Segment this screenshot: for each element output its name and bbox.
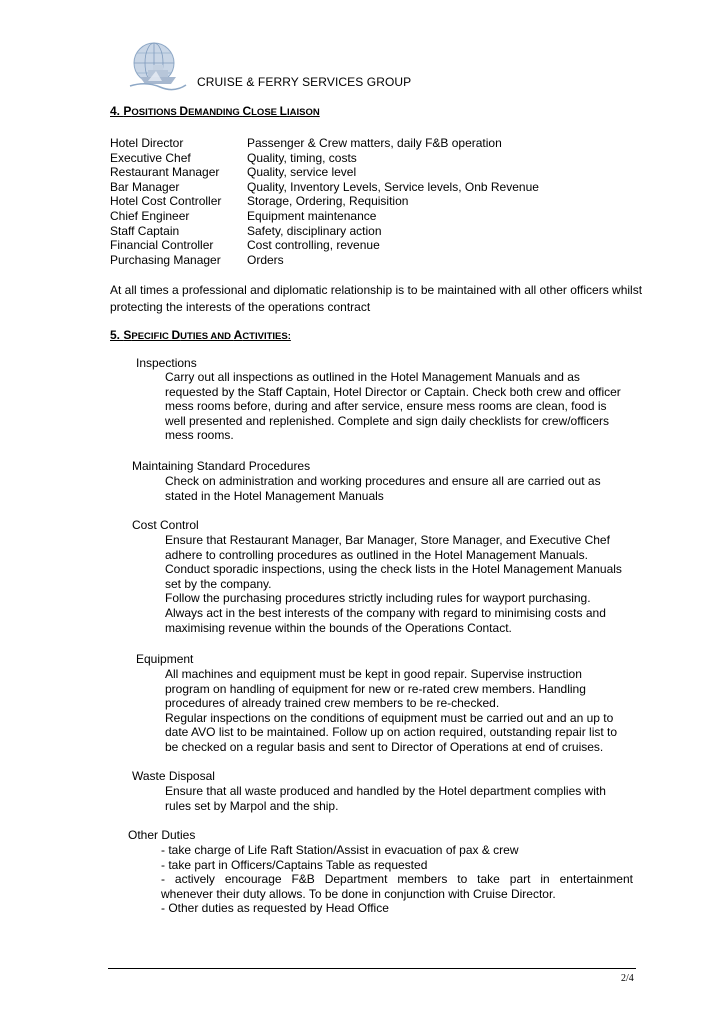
liaison-role: Hotel Cost Controller: [110, 194, 222, 209]
duty-body: [161, 843, 633, 916]
duty-line: - take part in Officers/Captains Table as requested: [161, 857, 428, 872]
duty-line: mess rooms.: [165, 428, 234, 443]
footer-divider: [108, 968, 636, 969]
duty-body: [165, 784, 637, 813]
liaison-row: [110, 180, 670, 195]
duty-line: Check on administration and working procedures and ensure all are carried out as: [165, 474, 601, 488]
section-number: 4.: [110, 104, 124, 118]
duty-line: mess rooms before, during and after service, ensure mess rooms are clean, food is: [165, 399, 607, 414]
duty-line: - take charge of Life Raft Station/Assist in evacuation of pax & crew: [161, 843, 519, 857]
duty-line: procedures of already trained crew members to be re-checked.: [165, 696, 500, 711]
heading-text-part: D: [179, 104, 189, 118]
duty-line: program on handling of equipment for new or re-rated crew members. Handling: [165, 681, 586, 696]
duty-title: Cost Control: [132, 518, 199, 532]
duty-line: maximising revenue within the bounds of the Operations Contact.: [165, 620, 512, 635]
liaison-row: [110, 136, 670, 151]
duty-line: Follow the purchasing procedures strictly including rules for wayport purchasing.: [165, 591, 591, 606]
liaison-description: Equipment maintenance: [247, 208, 377, 223]
liaison-row: [110, 194, 670, 209]
heading-text-part: P: [123, 104, 132, 118]
duty-line: adhere to controlling procedures as outlined in the Hotel Management Manuals.: [165, 547, 588, 562]
duty-title: Maintaining Standard Procedures: [132, 459, 311, 473]
duty-line: rules set by Marpol and the ship.: [165, 798, 339, 813]
globe-ship-logo: [126, 41, 188, 91]
duty-line: requested by the Staff Captain, Hotel Director or Captain. Check both crew and officer: [165, 384, 621, 399]
duty-line: Regular inspections on the conditions of equipment must be carried out and an up to: [165, 710, 614, 725]
liaison-description: Orders: [247, 252, 284, 267]
heading-text-part: A: [233, 328, 243, 342]
duty-line: well presented and replenished. Complete and sign daily checklists for crew/officers: [165, 413, 610, 428]
liaison-role: Purchasing Manager: [110, 252, 221, 267]
duty-line: set by the company.: [165, 576, 272, 591]
liaison-role: Hotel Director: [110, 136, 184, 150]
liaison-row: [110, 151, 670, 166]
company-name: CRUISE & FERRY SERVICES GROUP: [197, 75, 412, 89]
section-4-heading: [110, 104, 320, 118]
duty-body: [165, 533, 637, 635]
liaison-role: Staff Captain: [110, 223, 180, 238]
liaison-row: [110, 209, 670, 224]
heading-text-part: S: [123, 328, 132, 342]
duty-line: Ensure that Restaurant Manager, Bar Manager, Store Manager, and Executive Chef: [165, 533, 610, 547]
page-number: 2/4: [621, 973, 634, 984]
liaison-description: Quality, service level: [247, 165, 357, 180]
duty-line: Ensure that all waste produced and handled by the Hotel department complies with: [165, 784, 606, 798]
duty-title: Waste Disposal: [132, 769, 215, 783]
section-number: 5.: [110, 328, 124, 342]
liaison-description: Quality, Inventory Levels, Service levels, Onb Revenue: [247, 179, 539, 194]
liaison-row: [110, 238, 670, 253]
liaison-description: Quality, timing, costs: [247, 150, 357, 165]
liaison-role: Bar Manager: [110, 179, 180, 194]
liaison-role: Restaurant Manager: [110, 165, 220, 180]
liaison-paragraph: At all times a professional and diplomatic relationship is to be maintained with all other officers whilst protecting the interests of the operations contract: [110, 283, 643, 314]
duty-body: [165, 667, 637, 755]
duty-line: Conduct sporadic inspections, using the check lists in the Hotel Management Manuals: [165, 562, 622, 577]
duty-line: Always act in the best interests of the company with regard to minimising costs and: [165, 605, 606, 620]
duty-body: [165, 474, 637, 503]
liaison-description: Cost controlling, revenue: [247, 238, 380, 253]
duty-line: - actively encourage F&B Department members to take part in entertainment: [161, 872, 633, 887]
duty-title: Other Duties: [128, 828, 196, 842]
liaison-role: Chief Engineer: [110, 208, 190, 223]
heading-text-part: L: [279, 104, 287, 118]
heading-text-part: EMANDING: [188, 107, 243, 118]
heading-text-part: IAISON: [286, 107, 320, 118]
duty-line: - Other duties as requested by Head Office: [161, 901, 389, 916]
liaison-description: Storage, Ordering, Requisition: [247, 194, 409, 209]
heading-text-part: LOSE: [251, 107, 280, 118]
heading-text-part: PECIFIC: [131, 331, 172, 342]
duty-title: Inspections: [136, 356, 197, 370]
duty-line: Carry out all inspections as outlined in the Hotel Management Manuals and as: [165, 370, 580, 384]
duty-title: Equipment: [136, 652, 194, 666]
liaison-row: [110, 253, 670, 268]
liaison-table: [110, 136, 670, 267]
duty-line: stated in the Hotel Management Manuals: [165, 488, 384, 503]
liaison-row: [110, 224, 670, 239]
heading-text-part: OSITIONS: [131, 107, 180, 118]
heading-text-part: UTIES AND: [180, 331, 234, 342]
liaison-role: Financial Controller: [110, 238, 214, 253]
liaison-role: Executive Chef: [110, 150, 191, 165]
duty-line: be checked on a regular basis and sent to Director of Operations at end of cruises.: [165, 739, 604, 754]
heading-text-part: D: [171, 328, 181, 342]
duty-body: [165, 370, 637, 443]
duty-line: date AVO list to be maintained. Follow up on action required, outstanding repair list to: [165, 725, 618, 740]
duty-line: All machines and equipment must be kept in good repair. Supervise instruction: [165, 667, 582, 681]
liaison-row: [110, 165, 670, 180]
heading-text-part: CTIVITIES:: [242, 331, 291, 342]
liaison-description: Passenger & Crew matters, daily F&B operation: [247, 136, 502, 150]
liaison-description: Safety, disciplinary action: [247, 223, 382, 238]
section-5-heading: [110, 328, 291, 342]
duty-line: whenever their duty allows. To be done in conjunction with Cruise Director.: [161, 886, 556, 901]
heading-text-part: C: [242, 104, 252, 118]
